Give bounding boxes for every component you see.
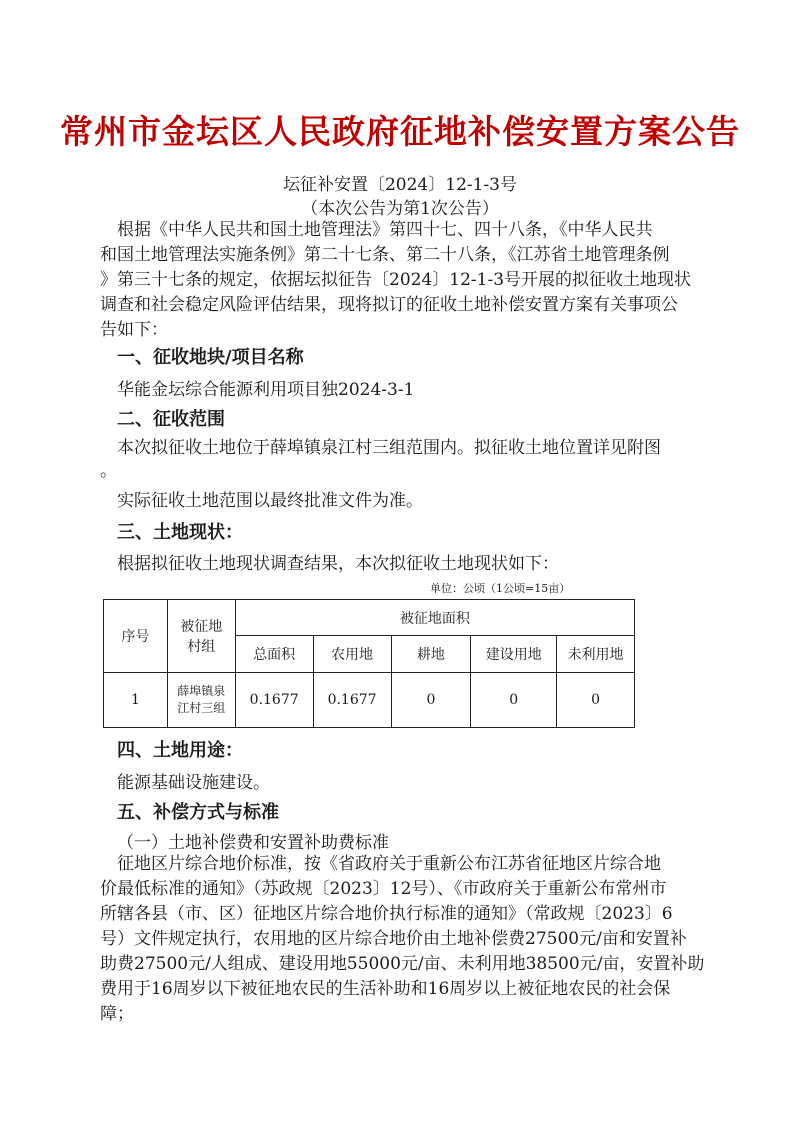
header-unused-land: 未利用地 bbox=[557, 636, 635, 673]
cell-cultivated-land: 0 bbox=[391, 673, 471, 728]
cell-village-line: 江村三组 bbox=[177, 701, 226, 715]
intro-line: 调查和社会稳定风险评估结果，现将拟订的征收土地补偿安置方案有关事项公 bbox=[100, 295, 678, 315]
compensation-line: 征地区片综合地价标准，按《省政府关于重新公布江苏省征地区片综合地 bbox=[117, 854, 661, 874]
notice-count: （本次公告为第1次公告） bbox=[301, 199, 499, 219]
header-village-line: 村组 bbox=[187, 639, 216, 655]
section-3-heading: 三、土地现状： bbox=[117, 522, 243, 543]
intro-line: 根据《中华人民共和国土地管理法》第四十七、四十八条，《中华人民共 bbox=[117, 220, 653, 240]
cell-total-area: 0.1677 bbox=[235, 673, 313, 728]
cell-village bbox=[167, 673, 235, 728]
header-total-area: 总面积 bbox=[235, 636, 313, 673]
document-number: 坛征补安置〔2024〕12-1-3号 bbox=[282, 175, 517, 195]
header-area: 被征地面积 bbox=[235, 600, 634, 636]
unit-note: 单位：公顷（1公顷=15亩） bbox=[430, 582, 571, 595]
compensation-line: 助费27500元/人组成、建设用地55000元/亩、未利用地38500元/亩，安置补助 bbox=[100, 954, 705, 974]
scope-note: 实际征收土地范围以最终批准文件为准。 bbox=[117, 491, 423, 511]
cell-agricultural-land: 0.1677 bbox=[313, 673, 391, 728]
compensation-line: 号）文件规定执行，农用地的区片综合地价由土地补偿费27500元/亩和安置补 bbox=[100, 929, 687, 949]
table-row bbox=[104, 673, 635, 728]
cell-serial: 1 bbox=[104, 673, 168, 728]
compensation-line: 所辖各县（市、区）征地区片综合地价执行标准的通知》（常政规〔2023〕6 bbox=[100, 904, 673, 924]
header-construction-land: 建设用地 bbox=[471, 636, 557, 673]
compensation-line: 价最低标准的通知》（苏政规〔2023〕12号）、《市政府关于重新公布常州市 bbox=[100, 879, 667, 899]
section-2-heading: 二、征收范围 bbox=[117, 409, 225, 430]
header-cultivated-land: 耕地 bbox=[391, 636, 471, 673]
section-4-heading: 四、土地用途： bbox=[117, 740, 243, 761]
land-status-table bbox=[103, 599, 635, 728]
header-agricultural-land: 农用地 bbox=[313, 636, 391, 673]
header-serial: 序号 bbox=[104, 600, 168, 673]
compensation-line: 费用于16周岁以下被征地农民的生活补助和16周岁以上被征地农民的社会保 bbox=[100, 979, 671, 999]
compensation-line: 障； bbox=[100, 1004, 134, 1024]
cell-construction-land: 0 bbox=[471, 673, 557, 728]
compensation-paragraph bbox=[100, 852, 705, 1027]
intro-line: 告如下： bbox=[100, 320, 168, 340]
cell-village-line: 薛埠镇泉 bbox=[177, 684, 226, 698]
project-name: 华能金坛综合能源利用项目独2024-3-1 bbox=[117, 380, 415, 400]
cell-unused-land: 0 bbox=[557, 673, 635, 728]
intro-line: 和国土地管理法实施条例》第二十七条、第二十八条，《江苏省土地管理条例 bbox=[100, 245, 670, 265]
intro-line: 》第三十七条的规定，依据坛拟征告〔2024〕12-1-3号开展的拟征收土地现状 bbox=[100, 270, 692, 290]
section-5-heading: 五、补偿方式与标准 bbox=[117, 802, 279, 823]
notice-title: 常州市金坛区人民政府征地补偿安置方案公告 bbox=[60, 112, 740, 151]
header-village-line: 被征地 bbox=[180, 619, 223, 635]
land-status-text: 根据拟征收土地现状调查结果，本次拟征收土地现状如下： bbox=[117, 554, 559, 574]
subsection-heading: （一）土地补偿费和安置补助费标准 bbox=[117, 833, 389, 853]
land-use-text: 能源基础设施建设。 bbox=[117, 773, 270, 793]
scope-text-continued: 。 bbox=[100, 461, 117, 481]
header-village bbox=[167, 600, 235, 673]
intro-paragraph bbox=[100, 218, 692, 343]
section-1-heading: 一、征收地块/项目名称 bbox=[117, 347, 304, 368]
scope-text: 本次拟征收土地位于薛埠镇泉江村三组范围内。拟征收土地位置详见附图 bbox=[117, 438, 661, 458]
